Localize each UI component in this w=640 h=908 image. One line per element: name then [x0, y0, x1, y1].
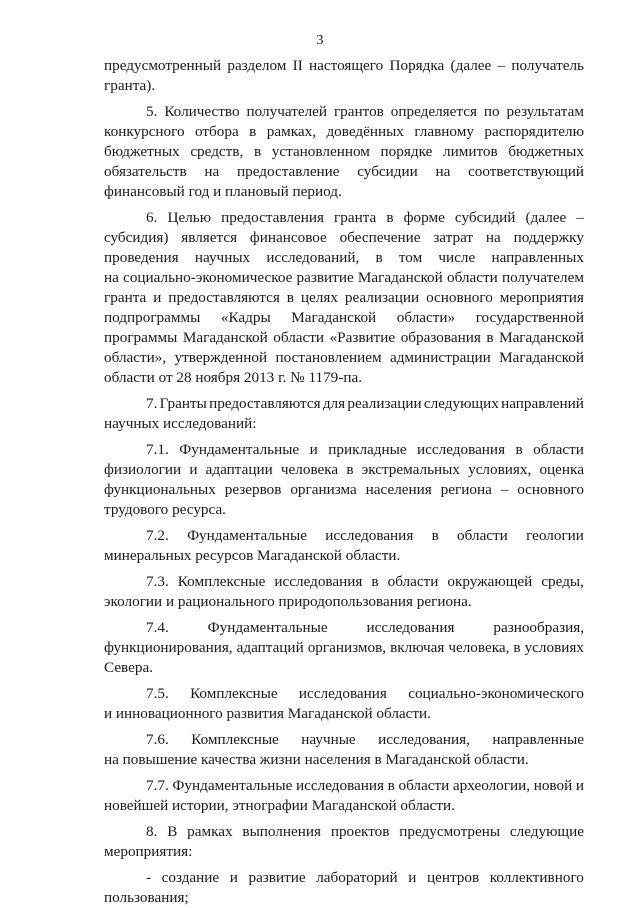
text-line: проведения научных исследований, в том числе направленных [104, 249, 584, 266]
text-line: новейшей истории, этнографии Магаданской области. [104, 797, 455, 814]
text-line: научных исследований: [104, 415, 257, 432]
text-line: на социально-экономическое развитие Магаданской области получателем [104, 269, 584, 286]
text-line: экологии и рационального природопользования региона. [104, 593, 472, 610]
text-line: Севера. [104, 659, 154, 676]
text-line: программы Магаданской области «Развитие образования в Магаданской [104, 329, 584, 346]
text-line: гранта). [104, 77, 156, 94]
text-line: минеральных ресурсов Магаданской области. [104, 547, 401, 564]
text-line: функционирования, адаптаций организмов, включая человека, в условиях [104, 639, 584, 656]
text-line: финансовый год и плановый период. [104, 183, 342, 200]
text-line: 5. Количество получателей грантов определяется по результатам [146, 103, 584, 120]
text-line: 7.2. Фундаментальные исследования в области геологии [146, 527, 584, 544]
text-line: 6. Целью предоставления гранта в форме субсидий (далее – [146, 209, 584, 226]
text-line: функциональных резервов организма населения региона – основного [104, 481, 584, 498]
text-line: гранта и предоставляются в целях реализации основного мероприятия [104, 289, 584, 306]
text-line: 7.6. Комплексные научные исследования, направленные [146, 731, 584, 748]
text-line: обязательств на предоставление субсидии на соответствующий [104, 163, 584, 180]
text-line: предусмотренный разделом II настоящего Порядка (далее – получатель [104, 57, 584, 74]
text-line: мероприятия: [104, 843, 193, 860]
text-line: 7.5. Комплексные исследования социально-экономического [146, 685, 584, 702]
text-line: трудового ресурса. [104, 501, 226, 518]
text-line: и инновационного развития Магаданской области. [104, 705, 431, 722]
text-line: 7.1. Фундаментальные и прикладные исследования в области [146, 441, 584, 458]
page-number: 3 [316, 33, 324, 48]
text-line: на повышение качества жизни населения в Магаданской области. [104, 751, 529, 768]
text-line: конкурсного отбора в рамках, доведённых главному распорядителю [104, 123, 584, 140]
text-line: 7.4. Фундаментальные исследования разнообразия, [146, 619, 584, 636]
text-line: бюджетных средств, в установленном порядке лимитов бюджетных [104, 143, 584, 160]
text-line: пользования; [104, 889, 189, 906]
text-line: - создание и развитие лабораторий и центров коллективного [146, 869, 584, 886]
text-line: 7.3. Комплексные исследования в области окружающей среды, [146, 573, 584, 590]
text-line: подпрограммы «Кадры Магаданской области» государственной [104, 309, 584, 326]
text-line: 7.7. Фундаментальные исследования в области археологии, новой и [146, 777, 584, 794]
text-line: 7. Гранты предоставляются для реализации следующих направлений [146, 395, 584, 412]
text-line: области от 28 ноября 2013 г. № 1179-па. [104, 369, 362, 386]
text-line: 8. В рамках выполнения проектов предусмотрены следующие [146, 823, 584, 840]
text-line: субсидия) является финансовое обеспечение затрат на поддержку [104, 229, 584, 246]
text-line: области», утвержденной постановлением администрации Магаданской [104, 349, 584, 366]
text-line: физиологии и адаптации человека в экстремальных условиях, оценка [104, 461, 584, 478]
